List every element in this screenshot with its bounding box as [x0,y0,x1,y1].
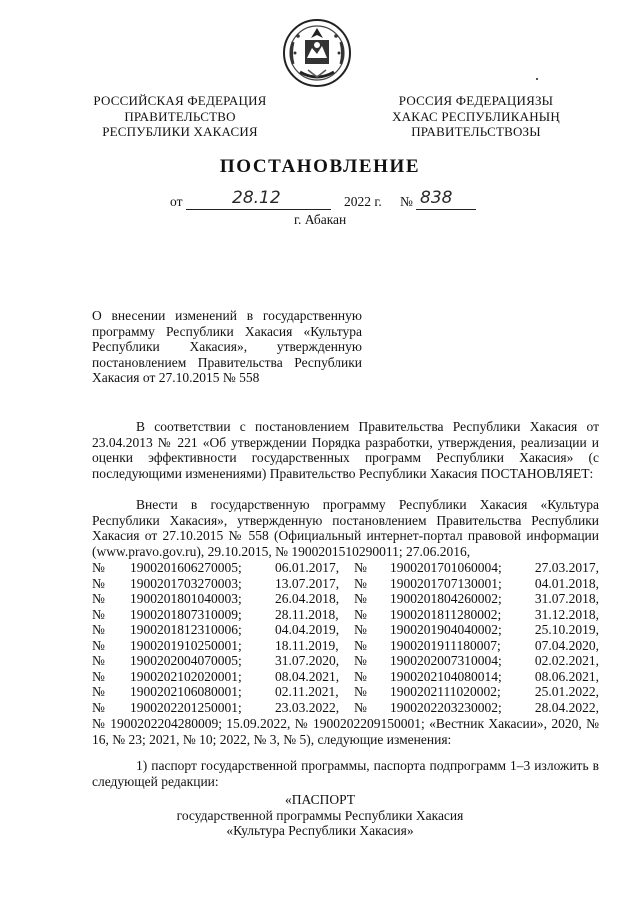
publication-date: 18.11.2019, [275,637,339,653]
publication-row [92,669,599,685]
paragraph-amendment: Внести в государственную программу Республики Хакасия «Культура Республики Хакасия», утвержденную постановлением Правительства Республики Хакасия от 27.10.2015 № 558 (Официальный интернет-портал правовой информации (www.pravo.gov.ru), 29.10.2015, № 1900201510290011; 27.06.2016, [92,497,599,559]
city: г. Абакан [294,212,347,227]
number-sign: № [92,560,105,575]
passport-heading [0,792,640,839]
number-sign: № [354,668,367,684]
number-sign: № [354,622,367,637]
number-sign: № [92,668,105,684]
passport-heading-line: государственной программы Республики Хакасия [176,807,464,823]
publication-number: 1900201911180007; [390,637,501,653]
number-underline [416,209,476,210]
dateline-year: 2022 г. [344,194,382,209]
number-sign: № [92,699,105,715]
publication-row [92,638,599,654]
paragraph-preamble: В соответствии с постановлением Правительства Республики Хакасия от 23.04.2013 № 221 «Об утверждении Порядка разработки, утверждения, реализации и оценки эффективности государственных программ Республики Хакасия» (с последующими изменениями) Правительство Республики Хакасия ПОСТАНОВЛЯЕТ: [92,419,599,481]
publication-row [92,607,599,623]
number-sign: № [92,653,105,668]
number-sign: № [92,637,105,653]
publication-date: 26.04.2018, [275,591,340,606]
header-left-line: РЕСПУБЛИКИ ХАКАСИЯ [102,124,258,139]
publication-row [92,622,599,638]
number-sign: № [400,194,413,209]
publication-date: 04.04.2019, [275,622,340,637]
publication-list-tail: № 1900202204280009; 15.09.2022, № 1900202209150001; «Вестник Хакасии», 2020, № 16, № 23; 2021, № 10; 2022, № 3, № 5), следующие изменения: [92,716,599,747]
number-sign: № [354,684,367,699]
number-sign: № [354,560,367,575]
publication-date: 25.10.2019, [534,622,599,637]
publication-number: 1900201606270005; [130,560,242,575]
number-sign: № [92,684,105,699]
header-right [378,93,574,140]
publication-date: 02.02.2021, [534,653,599,668]
publication-date: 31.12.2018, [534,606,599,622]
number-sign: № [354,606,367,622]
publication-number: 1900202004070005; [130,653,242,668]
header-right-line: ХАКАС РЕСПУБЛИКАНЫҢ [392,108,560,124]
number-sign: № [354,591,367,606]
handwritten-date: 28.12 [232,188,281,208]
publication-number: 1900201811280002; [390,606,502,622]
publication-date: 28.04.2022, [534,699,599,715]
number-sign: № [354,653,367,668]
publication-number: 1900201904040002; [390,622,502,637]
scan-speck [536,78,538,80]
publication-number: 1900201701060004; [390,560,502,575]
publication-number: 1900202104080014; [390,668,502,684]
publication-number: 1900201812310006; [130,622,242,637]
passport-heading-line: «ПАСПОРТ [285,792,355,807]
publication-date: 08.04.2021, [275,668,340,684]
number-sign: № [92,575,105,591]
publication-number: 1900201910250001; [130,637,242,653]
header-right-line: РОССИЯ ФЕДЕРАЦИЯЗЫ [398,93,554,108]
publication-date: 08.06.2021, [534,668,599,684]
number-sign: № [354,575,367,591]
handwritten-number: 838 [420,188,453,208]
number-sign: № [92,622,105,637]
publication-number: 1900202111020002; [390,684,501,699]
header-left-line: ПРАВИТЕЛЬСТВО [124,108,236,124]
publication-list [92,560,599,715]
publication-date: 25.01.2022, [534,684,599,699]
publication-number: 1900201804260002; [390,591,502,606]
publication-number: 1900202106080001; [130,684,242,699]
header-right-line: ПРАВИТЕЛЬСТВОЗЫ [411,124,541,139]
publication-row [92,560,599,576]
publication-row [92,700,599,716]
date-underline [186,209,331,210]
publication-date: 07.04.2020, [534,637,599,653]
publication-date: 27.03.2017, [534,560,599,575]
header-left-line: РОССИЙСКАЯ ФЕДЕРАЦИЯ [93,93,267,108]
dateline [170,188,490,214]
publication-row [92,684,599,700]
publication-number: 1900201801040003; [130,591,242,606]
publication-number: 1900202203230002; [390,699,502,715]
publication-date: 06.01.2017, [275,560,340,575]
publication-row [92,591,599,607]
publication-number: 1900201703270003; [130,575,242,591]
number-sign: № [354,699,367,715]
document-type-title: ПОСТАНОВЛЕНИЕ [219,156,421,177]
publication-number: 1900202102020001; [130,668,242,684]
publication-number: 1900202201250001; [130,699,242,715]
publication-number: 1900201807310009; [130,606,242,622]
publication-number: 1900201707130001; [390,575,502,591]
amendment-item-1: 1) паспорт государственной программы, паспорта подпрограмм 1–3 изложить в следующей редакции: [92,758,599,789]
number-sign: № [354,637,367,653]
publication-date: 31.07.2020, [275,653,340,668]
coat-of-arms-icon [278,14,356,92]
dateline-from: от [170,194,183,209]
publication-date: 04.01.2018, [534,575,599,591]
publication-date: 31.07.2018, [534,591,599,606]
publication-date: 02.11.2021, [275,684,339,699]
passport-heading-line: «Культура Республики Хакасия» [226,823,414,838]
publication-date: 13.07.2017, [275,575,340,591]
publication-row [92,653,599,669]
publication-number: 1900202007310004; [390,653,502,668]
publication-date: 23.03.2022, [275,699,340,715]
number-sign: № [92,606,105,622]
header-left [82,93,278,140]
document-subject: О внесении изменений в государственную программу Республики Хакасия «Культура Республики Хакасия», утвержденную постановлением Правительства Республики Хакасия от 27.10.2015 № 558 [92,308,362,385]
publication-row [92,576,599,592]
number-sign: № [92,591,105,606]
publication-date: 28.11.2018, [275,606,339,622]
